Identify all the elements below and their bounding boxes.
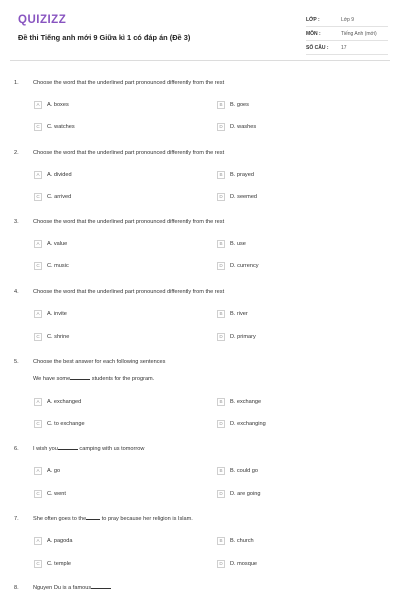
option-letter-box: A [34, 240, 42, 248]
option-text: D. seemed [230, 193, 258, 200]
option-letter-box: B [217, 310, 225, 318]
question-text [33, 516, 193, 522]
option-b[interactable] [217, 100, 249, 109]
option-text: B. river [230, 310, 248, 317]
option-letter-box: C [34, 560, 42, 568]
sentence-part: I wish you [33, 446, 58, 452]
option-text: C. arrived [47, 193, 72, 200]
option-c[interactable] [34, 419, 85, 428]
option-letter-box: A [34, 101, 42, 109]
option-b[interactable] [217, 397, 261, 406]
meta-label: SỐ CÂU : [306, 44, 329, 51]
question-number: 6. [14, 446, 19, 452]
option-text: C. watches [47, 123, 75, 130]
option-d[interactable] [217, 559, 257, 568]
option-text: C. went [47, 490, 66, 497]
option-b[interactable] [217, 536, 254, 545]
option-letter-box: D [217, 420, 225, 428]
option-text: A. boxes [47, 101, 69, 108]
option-d[interactable] [217, 192, 257, 201]
option-text: A. pagoda [47, 537, 73, 544]
option-letter-box: C [34, 333, 42, 341]
option-letter-box: D [217, 123, 225, 131]
option-letter-box: D [217, 333, 225, 341]
option-text: B. prayed [230, 171, 254, 178]
option-text: C. shrine [47, 333, 70, 340]
question-sentence [33, 376, 154, 382]
option-a[interactable] [34, 309, 67, 318]
option-letter-box: B [217, 171, 225, 179]
sentence-part: camping with us tomorrow [77, 446, 145, 452]
question-number: 7. [14, 516, 19, 522]
header-divider [10, 60, 390, 61]
question-text: Choose the word that the underlined part pronounced differently from the rest [33, 80, 225, 86]
option-text: B. could go [230, 467, 258, 474]
option-letter-box: D [217, 560, 225, 568]
option-text: D. currency [230, 262, 259, 269]
meta-label: MÔN : [306, 30, 321, 37]
option-text: A. exchanged [47, 398, 82, 405]
option-text: C. to exchange [47, 420, 85, 427]
sentence-part: to pray because her religion is Islam. [100, 516, 193, 522]
option-letter-box: C [34, 193, 42, 201]
option-text: D. washes [230, 123, 257, 130]
meta-value: 17 [341, 44, 347, 51]
question-text [33, 585, 111, 591]
meta-label: LỚP : [306, 16, 320, 23]
option-letter-box: D [217, 193, 225, 201]
sentence-part: She often goes to the [33, 516, 87, 522]
option-text: A. go [47, 467, 61, 474]
option-letter-box: A [34, 537, 42, 545]
option-letter-box: C [34, 262, 42, 270]
option-text: A. invite [47, 310, 67, 317]
worksheet-meta-table [306, 13, 388, 55]
option-text: A. value [47, 240, 68, 247]
question-text: Choose the best answer for each following sentences [33, 359, 166, 365]
option-c[interactable] [34, 489, 66, 498]
option-c[interactable] [34, 559, 71, 568]
answer-blank [86, 519, 100, 520]
option-d[interactable] [217, 489, 260, 498]
option-b[interactable] [217, 239, 246, 248]
option-a[interactable] [34, 239, 67, 248]
question-text: Choose the word that the underlined part pronounced differently from the rest [33, 219, 225, 225]
option-c[interactable] [34, 261, 69, 270]
option-letter-box: B [217, 467, 225, 475]
option-letter-box: D [217, 490, 225, 498]
option-c[interactable] [34, 192, 71, 201]
quizizz-logo: QUIZIZZ [18, 14, 67, 26]
option-b[interactable] [217, 466, 258, 475]
question-number: 2. [14, 150, 19, 156]
option-text: D. mosque [230, 560, 258, 567]
option-text: B. exchange [230, 398, 262, 405]
option-d[interactable] [217, 261, 259, 270]
question-number: 4. [14, 289, 19, 295]
option-text: C. temple [47, 560, 71, 567]
option-text: D. exchanging [230, 420, 266, 427]
sentence-part: students for the program. [90, 376, 155, 382]
option-letter-box: C [34, 490, 42, 498]
answer-blank [91, 588, 111, 589]
meta-row-class [306, 13, 388, 27]
option-a[interactable] [34, 397, 81, 406]
question-number: 1. [14, 80, 19, 86]
option-text: B. goes [230, 101, 249, 108]
meta-value: Tiếng Anh (mới) [341, 30, 377, 37]
option-letter-box: C [34, 420, 42, 428]
option-letter-box: B [217, 537, 225, 545]
option-c[interactable] [34, 332, 69, 341]
option-a[interactable] [34, 100, 69, 109]
option-a[interactable] [34, 466, 60, 475]
option-text: C. music [47, 262, 69, 269]
question-number: 3. [14, 219, 19, 225]
option-a[interactable] [34, 170, 72, 179]
option-text: B. use [230, 240, 246, 247]
question-text [33, 446, 144, 452]
option-d[interactable] [217, 122, 256, 131]
question-number: 8. [14, 585, 19, 591]
question-number: 5. [14, 359, 19, 365]
meta-value: Lớp 9 [341, 16, 355, 23]
question-text: Choose the word that the underlined part pronounced differently from the rest [33, 289, 225, 295]
option-letter-box: B [217, 240, 225, 248]
sentence-part: Nguyen Du is a famous [33, 585, 92, 591]
option-b[interactable] [217, 170, 254, 179]
answer-blank [70, 379, 90, 380]
option-letter-box: A [34, 171, 42, 179]
option-d[interactable] [217, 332, 256, 341]
option-letter-box: D [217, 262, 225, 270]
option-text: D. primary [230, 333, 256, 340]
option-letter-box: A [34, 398, 42, 406]
option-d[interactable] [217, 419, 266, 428]
option-b[interactable] [217, 309, 248, 318]
option-letter-box: A [34, 310, 42, 318]
meta-row-count [306, 41, 388, 55]
option-text: D. are going [230, 490, 261, 497]
meta-row-subject [306, 27, 388, 41]
option-text: B. church [230, 537, 254, 544]
option-letter-box: B [217, 101, 225, 109]
option-letter-box: A [34, 467, 42, 475]
option-letter-box: C [34, 123, 42, 131]
answer-blank [58, 449, 78, 450]
worksheet-title: Đề thi Tiếng anh mới 9 Giữa kì 1 có đáp án (Đề 3) [18, 33, 191, 42]
option-text: A. divided [47, 171, 72, 178]
option-a[interactable] [34, 536, 73, 545]
option-c[interactable] [34, 122, 75, 131]
question-text: Choose the word that the underlined part pronounced differently from the rest [33, 150, 225, 156]
option-letter-box: B [217, 398, 225, 406]
sentence-part: We have some [33, 376, 71, 382]
